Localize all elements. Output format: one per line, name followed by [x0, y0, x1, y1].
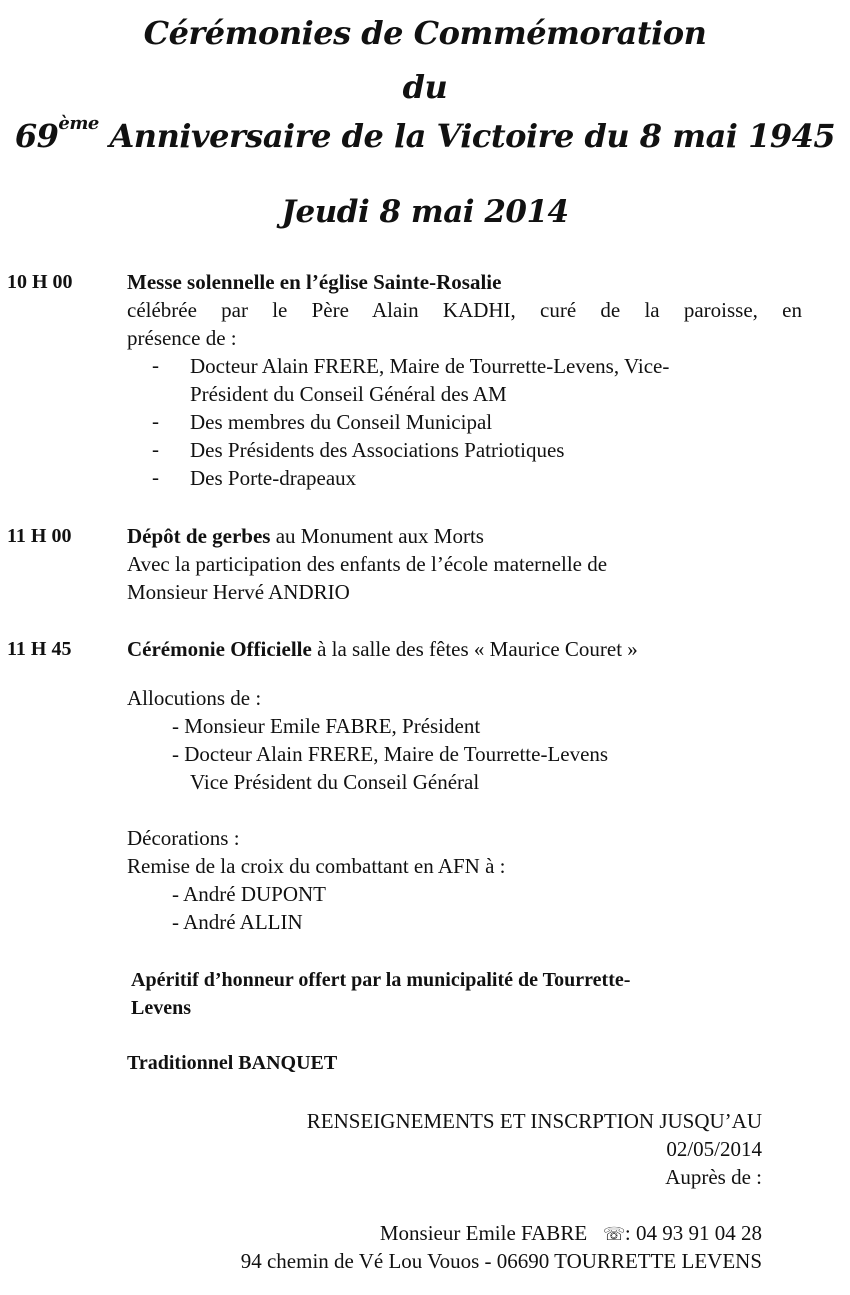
title-line-3 [0, 113, 850, 155]
contact-info-line-3: Auprès de : [665, 1165, 762, 1189]
attendee-3: Des Présidents des Associations Patriotiques [190, 438, 565, 462]
attendee-1-line-1: Docteur Alain FRERE, Maire de Tourrette-Levens, Vice- [190, 354, 670, 378]
banquet: Traditionnel BANQUET [127, 1052, 338, 1074]
decorations-label: Décorations : [127, 826, 240, 850]
messe-desc-line-2: présence de : [127, 326, 237, 350]
bullet: - [152, 353, 159, 377]
anniversary-text: Anniversaire de la Victoire du 8 mai 1945 [98, 117, 836, 155]
bullet: - [152, 409, 159, 433]
anniversary-number: 69 [14, 117, 59, 155]
ceremonie-title-bold: Cérémonie Officielle [127, 637, 312, 661]
gerbes-line-3: Monsieur Hervé ANDRIO [127, 580, 350, 604]
attendee-2: Des membres du Conseil Municipal [190, 410, 493, 434]
anniversary-superscript: ème [58, 113, 99, 134]
ceremonie-title [127, 635, 638, 663]
contact-phone: : 04 93 91 04 28 [624, 1221, 762, 1245]
attendee-1-line-2: Président du Conseil Général des AM [190, 382, 507, 406]
contact-info-line-1: RENSEIGNEMENTS ET INSCRPTION JUSQU’AU [306, 1109, 762, 1133]
bullet: - [152, 465, 159, 489]
contact-address: 94 chemin de Vé Lou Vouos - 06690 TOURRETTE LEVENS [240, 1249, 762, 1273]
aperitif-line-2: Levens [131, 997, 191, 1019]
gerbes-title-rest: au Monument aux Morts [270, 524, 484, 548]
gerbes-title [127, 522, 484, 550]
aperitif-line-1: Apéritif d’honneur offert par la municipalité de Tourrette- [131, 969, 631, 991]
allocution-1: - Monsieur Emile FABRE, Président [172, 714, 481, 738]
gerbes-line-2: Avec la participation des enfants de l’école maternelle de [127, 552, 608, 576]
messe-title: Messe solennelle en l’église Sainte-Rosalie [127, 270, 502, 294]
contact-name: Monsieur Emile FABRE [379, 1221, 588, 1245]
gerbes-time: 11 H 00 [7, 525, 72, 547]
attendee-4: Des Porte-drapeaux [190, 466, 357, 490]
messe-desc-line-1: célébrée par le Père Alain KADHI, curé de la paroisse, en [127, 298, 802, 322]
contact-name-phone [380, 1219, 762, 1248]
contact-info-line-2: 02/05/2014 [666, 1137, 762, 1161]
ceremonie-title-rest: à la salle des fêtes « Maurice Couret » [311, 637, 638, 661]
allocution-2-line-2: Vice Président du Conseil Général [190, 770, 480, 794]
event-date: Jeudi 8 mai 2014 [281, 194, 569, 230]
allocution-2-line-1: - Docteur Alain FRERE, Maire de Tourrette-Levens [172, 742, 609, 766]
title-line-1: Cérémonies de Commémoration [143, 14, 707, 52]
messe-time: 10 H 00 [7, 271, 73, 293]
gerbes-title-bold: Dépôt de gerbes [127, 524, 271, 548]
bullet: - [152, 437, 159, 461]
title-line-2: du [402, 68, 448, 106]
decore-1: - André DUPONT [172, 882, 326, 906]
allocutions-label: Allocutions de : [127, 686, 262, 710]
decore-2: - André ALLIN [172, 910, 303, 934]
ceremonie-time: 11 H 45 [7, 638, 72, 660]
telephone-icon: ☏ [602, 1224, 626, 1244]
decorations-desc: Remise de la croix du combattant en AFN à : [127, 854, 506, 878]
